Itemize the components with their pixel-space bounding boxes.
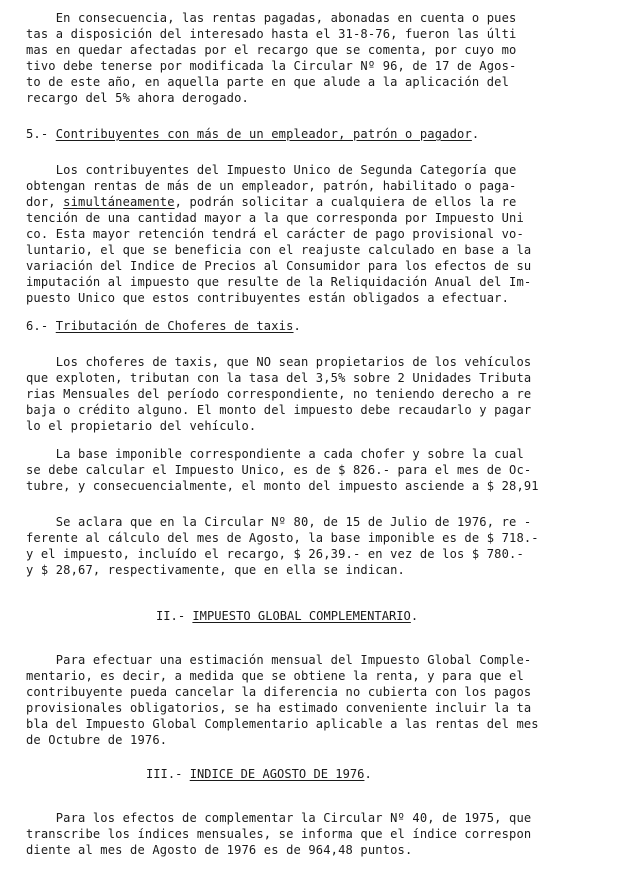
text-line: En consecuencia, las rentas pagadas, abonadas en cuenta o pues bbox=[26, 11, 517, 25]
text-line: rias Mensuales del período correspondiente, no teniendo derecho a re bbox=[26, 387, 532, 401]
text-fragment: , podrán solicitar a cualquiera de ellos la re bbox=[174, 195, 517, 209]
section-period: . bbox=[293, 319, 301, 333]
text-line: tubre, y consecuencialmente, el monto del impuesto asciende a $ 28,91 bbox=[26, 479, 539, 493]
text-line bbox=[26, 194, 516, 210]
text-line: baja o crédito alguno. El monto del impuesto debe recaudarlo y pagar bbox=[26, 403, 532, 417]
text-line: obtengan rentas de más de un empleador, patrón, habilitado o paga- bbox=[26, 179, 517, 193]
section-number: 6.- bbox=[26, 319, 49, 333]
text-line: y el impuesto, incluído el recargo, $ 26,39.- en vez de los $ 780.- bbox=[26, 547, 524, 561]
section-III-heading bbox=[146, 766, 372, 782]
text-line: y $ 28,67, respectivamente, que en ella se indican. bbox=[26, 563, 405, 577]
text-line: lo el propietario del vehículo. bbox=[26, 419, 257, 433]
text-line: puesto Unico que estos contribuyentes están obligados a efectuar. bbox=[26, 291, 510, 305]
section-title: Contribuyentes con más de un empleador, patrón o pagador bbox=[55, 127, 472, 141]
text-line: de Octubre de 1976. bbox=[26, 733, 168, 747]
section-period: . bbox=[471, 127, 480, 141]
text-line: diente al mes de Agosto de 1976 es de 964,48 puntos. bbox=[26, 843, 413, 857]
section-number: II.- bbox=[156, 609, 186, 623]
underlined-word: simultáneamente bbox=[63, 195, 175, 209]
section-period: . bbox=[410, 609, 419, 623]
section-number: III.- bbox=[146, 767, 183, 781]
text-line: ferente al cálculo del mes de Agosto, la base imponible es de $ 718.- bbox=[26, 531, 539, 545]
text-line: imputación al impuesto que resulte de la Reliquidación Anual del Im- bbox=[26, 275, 532, 289]
section-II-heading bbox=[156, 608, 418, 624]
section-title: INDICE DE AGOSTO DE 1976 bbox=[189, 767, 365, 781]
text-line: luntario, el que se beneficia con el reajuste calculado en base a la bbox=[26, 243, 532, 257]
text-line: Para los efectos de complementar la Circular Nº 40, de 1975, que bbox=[26, 811, 532, 825]
text-line: mentario, es decir, a medida que se obtiene la renta, y para que el bbox=[26, 669, 524, 683]
section-6-heading bbox=[26, 318, 301, 334]
text-line: contribuyente pueda cancelar la diferencia no cubierta con los pagos bbox=[26, 685, 532, 699]
text-line: mas en quedar afectadas por el recargo que se comenta, por cuyo mo bbox=[26, 43, 517, 57]
text-line: provisionales obligatorios, se ha estimado conveniente incluir la ta bbox=[26, 701, 532, 715]
text-line: La base imponible correspondiente a cada chofer y sobre la cual bbox=[26, 447, 524, 461]
text-line: to de este año, en aquella parte en que alude a la aplicación del bbox=[26, 75, 510, 89]
text-line: Los choferes de taxis, que NO sean propietarios de los vehículos bbox=[26, 355, 532, 369]
section-title: IMPUESTO GLOBAL COMPLEMENTARIO bbox=[192, 609, 411, 623]
section-period: . bbox=[364, 767, 372, 781]
text-line: bla del Impuesto Global Complementario aplicable a las rentas del mes bbox=[26, 717, 539, 731]
text-line: Para efectuar una estimación mensual del Impuesto Global Comple- bbox=[26, 653, 532, 667]
text-line: que exploten, tributan con la tasa del 3,5% sobre 2 Unidades Tributa bbox=[26, 371, 532, 385]
text-line: Los contribuyentes del Impuesto Unico de Segunda Categoría que bbox=[26, 163, 517, 177]
section-title: Tributación de Choferes de taxis bbox=[55, 319, 294, 333]
text-line: tas a disposición del interesado hasta el 31-8-76, fueron las últi bbox=[26, 27, 517, 41]
section-5-heading bbox=[26, 126, 479, 142]
text-line: Se aclara que en la Circular Nº 80, de 15 de Julio de 1976, re - bbox=[26, 515, 532, 529]
section-number: 5.- bbox=[26, 127, 49, 141]
text-fragment: dor, bbox=[26, 195, 64, 209]
text-line: recargo del 5% ahora derogado. bbox=[26, 91, 249, 105]
text-line: variación del Indice de Precios al Consumidor para los efectos de su bbox=[26, 259, 532, 273]
text-line: se debe calcular el Impuesto Unico, es de $ 826.- para el mes de Oc- bbox=[26, 463, 532, 477]
text-line: tención de una cantidad mayor a la que corresponda por Impuesto Uni bbox=[26, 211, 524, 225]
text-line: co. Esta mayor retención tendrá el carácter de pago provisional vo- bbox=[26, 227, 524, 241]
text-line: tivo debe tenerse por modificada la Circular Nº 96, de 17 de Agos- bbox=[26, 59, 517, 73]
text-line: transcribe los índices mensuales, se informa que el índice correspon bbox=[26, 827, 532, 841]
